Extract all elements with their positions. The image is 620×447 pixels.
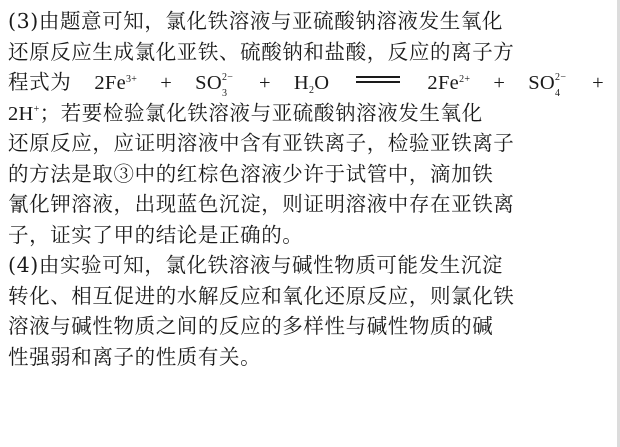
p3-line-8: 子，证实了甲的结论是正确的。 [8, 222, 304, 247]
p3-line-7: 氰化钾溶液，出现蓝色沉淀，则证明溶液中存在亚铁离 [8, 192, 515, 216]
p4-line-2: 转化、相互促进的水解反应和氧化还原反应，则氯化铁 [8, 283, 515, 308]
p3-line-4-text: ；若要检验氯化铁溶液与亚硫酸钠溶液发生氧化 [39, 100, 483, 125]
equation-plus-3: + [493, 72, 506, 94]
equation-term-so4: SO 2− 4 [528, 71, 567, 99]
answer-text-block [8, 6, 612, 372]
equation-plus-4: + [592, 72, 604, 94]
ionic-equation-line [8, 67, 604, 98]
equation-term-h-charge: + [33, 104, 40, 115]
equation-term-so3: SO 2− 3 [195, 71, 234, 99]
equation-plus-2: + [258, 72, 271, 94]
equation-term-fe3: $2Fe^{3+}$ [94, 72, 138, 94]
p3-line-6: 的方法是取③中的红棕色溶液少许于试管中，滴加铁 [8, 161, 494, 186]
p3-line-2: 还原反应生成氯化亚铁、硫酸钠和盐酸，反应的离子方 [8, 39, 515, 64]
equation-prefix: 程式为 [8, 70, 72, 94]
p3-line-1: (3)由题意可知，氯化铁溶液与亚硫酸钠溶液发生氧化 [8, 9, 504, 33]
equation-equals-sign [356, 76, 400, 84]
p4-line-4: 性强弱和离子的性质有关。 [8, 344, 262, 369]
p4-line-1: (4)由实验可知，氯化铁溶液与碱性物质可能发生沉淀 [8, 253, 504, 277]
p3-line-4 [8, 98, 612, 129]
p3-line-5: 还原反应，应证明溶液中含有亚铁离子，检验亚铁离子 [8, 131, 515, 155]
equation-term-h2o: $H_2O$ [293, 72, 330, 96]
equation-term-h: 2H [8, 102, 34, 125]
p4-line-3: 溶液与碱性物质之间的反应的多样性与碱性物质的碱 [8, 314, 494, 338]
equation-term-fe2: $2Fe^{2+}$ [427, 72, 471, 94]
equation-plus-1: + [160, 72, 173, 94]
